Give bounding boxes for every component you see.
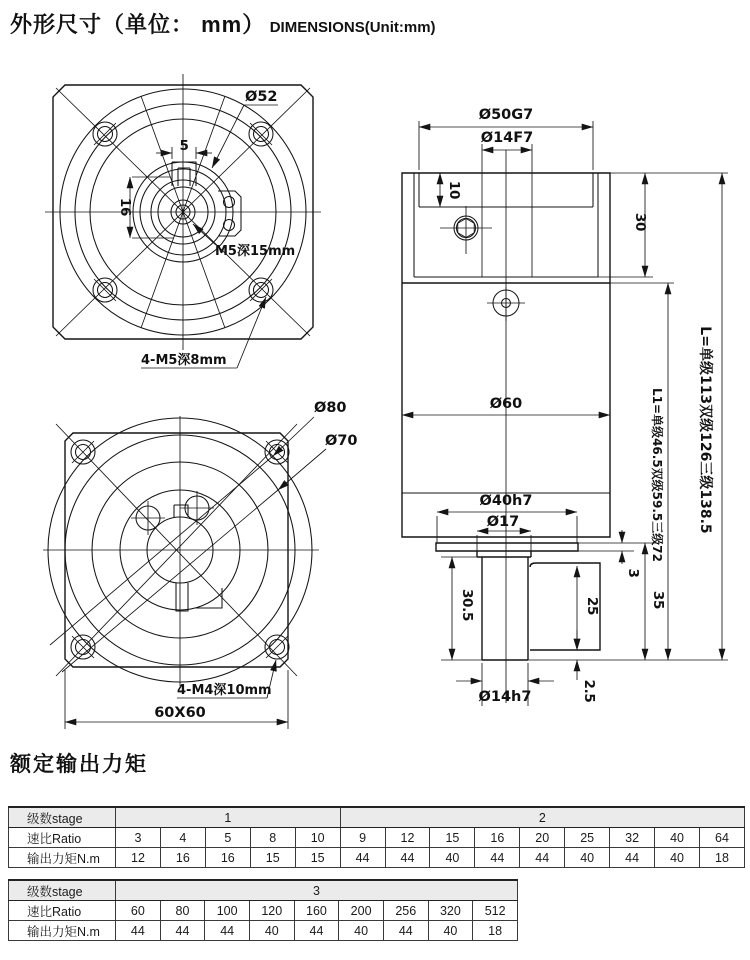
ratio-cell: 100 xyxy=(205,901,250,921)
dim-3: 3 xyxy=(625,568,641,578)
torque-cell: 44 xyxy=(205,921,250,941)
side-view-drawing xyxy=(402,107,728,706)
stage-row-label: 级数stage xyxy=(9,807,116,828)
dim-2-5: 2.5 xyxy=(581,679,597,703)
dim-10: 10 xyxy=(446,180,462,200)
dim-35: 35 xyxy=(650,590,666,610)
dim-dia60: Ø60 xyxy=(489,396,523,412)
dim-dia70: Ø70 xyxy=(325,433,358,449)
table-row xyxy=(9,807,745,828)
stage-span-1: 1 xyxy=(116,807,341,828)
ratio-cell: 9 xyxy=(340,828,385,848)
dim-dia80: Ø80 xyxy=(314,400,347,416)
dim-center-tap: M5深15mm xyxy=(215,244,296,259)
stage-span-3: 3 xyxy=(116,880,518,901)
torque-cell: 15 xyxy=(295,848,340,868)
torque-cell: 18 xyxy=(699,848,744,868)
torque-cell: 44 xyxy=(610,848,655,868)
ratio-cell: 4 xyxy=(160,828,205,848)
torque-cell: 18 xyxy=(473,921,518,941)
table-row xyxy=(9,921,518,941)
ratio-cell: 80 xyxy=(160,901,205,921)
torque-section-heading: 额定输出力矩 xyxy=(10,753,148,776)
dim-dia52: Ø52 xyxy=(245,89,278,105)
torque-cell: 44 xyxy=(383,921,428,941)
dim-key-width: 5 xyxy=(179,138,189,154)
ratio-row-label: 速比Ratio xyxy=(9,901,116,921)
torque-cell: 44 xyxy=(520,848,565,868)
ratio-cell: 200 xyxy=(339,901,384,921)
torque-row-label: 输出力矩N.m xyxy=(9,848,116,868)
torque-cell: 16 xyxy=(205,848,250,868)
dim-dia14h7: Ø14h7 xyxy=(478,689,532,705)
torque-cell: 16 xyxy=(160,848,205,868)
dim-25: 25 xyxy=(584,596,600,616)
ratio-cell: 15 xyxy=(430,828,475,848)
stage-row-label: 级数stage xyxy=(9,880,116,901)
torque-cell: 15 xyxy=(250,848,295,868)
dim-corner-tap-front: 4-M5深8mm xyxy=(141,353,227,368)
ratio-cell: 60 xyxy=(116,901,161,921)
torque-cell: 40 xyxy=(430,848,475,868)
dim-dia17: Ø17 xyxy=(486,514,520,530)
table-row xyxy=(9,901,518,921)
ratio-cell: 32 xyxy=(610,828,655,848)
ratio-cell: 5 xyxy=(205,828,250,848)
dim-square-60x60: 60X60 xyxy=(154,705,206,721)
dim-30: 30 xyxy=(632,212,648,232)
stage-span-2: 2 xyxy=(340,807,744,828)
torque-cell: 44 xyxy=(340,848,385,868)
page-title-en: DIMENSIONS(Unit:mm) xyxy=(269,19,436,36)
front-view-drawing xyxy=(45,74,321,368)
dim-dia14f7: Ø14F7 xyxy=(480,130,534,146)
ratio-cell: 256 xyxy=(383,901,428,921)
torque-cell: 40 xyxy=(249,921,294,941)
dim-L1-formula: L1=单级46.5双级59.5三级72 xyxy=(650,388,664,562)
torque-cell: 44 xyxy=(116,921,161,941)
torque-cell: 12 xyxy=(116,848,161,868)
ratio-cell: 10 xyxy=(295,828,340,848)
torque-cell: 40 xyxy=(428,921,473,941)
rear-view-drawing xyxy=(43,400,358,729)
dim-dia40h7: Ø40h7 xyxy=(479,493,533,509)
dim-dia50g7: Ø50G7 xyxy=(478,107,534,123)
torque-cell: 40 xyxy=(565,848,610,868)
ratio-cell: 120 xyxy=(249,901,294,921)
torque-table-stage-1-2 xyxy=(8,806,745,868)
ratio-cell: 320 xyxy=(428,901,473,921)
page-title-zh: 外形尺寸（单位： mm） xyxy=(10,12,266,37)
dim-16: 16 xyxy=(117,197,133,217)
ratio-cell: 25 xyxy=(565,828,610,848)
ratio-cell: 3 xyxy=(116,828,161,848)
torque-cell: 44 xyxy=(475,848,520,868)
dim-corner-tap-rear: 4-M4深10mm xyxy=(177,683,272,698)
dim-L-formula: L=单级113双级126三级138.5 xyxy=(697,326,713,534)
dim-30-5: 30.5 xyxy=(459,588,475,622)
table-row xyxy=(9,880,518,901)
torque-cell: 44 xyxy=(160,921,205,941)
ratio-cell: 20 xyxy=(520,828,565,848)
torque-table-stage-3 xyxy=(8,879,518,941)
torque-row-label: 输出力矩N.m xyxy=(9,921,116,941)
ratio-row-label: 速比Ratio xyxy=(9,828,116,848)
ratio-cell: 12 xyxy=(385,828,430,848)
ratio-cell: 64 xyxy=(699,828,744,848)
torque-cell: 40 xyxy=(655,848,700,868)
ratio-cell: 512 xyxy=(473,901,518,921)
table-row xyxy=(9,848,745,868)
torque-cell: 44 xyxy=(294,921,339,941)
torque-cell: 40 xyxy=(339,921,384,941)
ratio-cell: 8 xyxy=(250,828,295,848)
ratio-cell: 160 xyxy=(294,901,339,921)
torque-cell: 44 xyxy=(385,848,430,868)
ratio-cell: 40 xyxy=(655,828,700,848)
table-row xyxy=(9,828,745,848)
ratio-cell: 16 xyxy=(475,828,520,848)
